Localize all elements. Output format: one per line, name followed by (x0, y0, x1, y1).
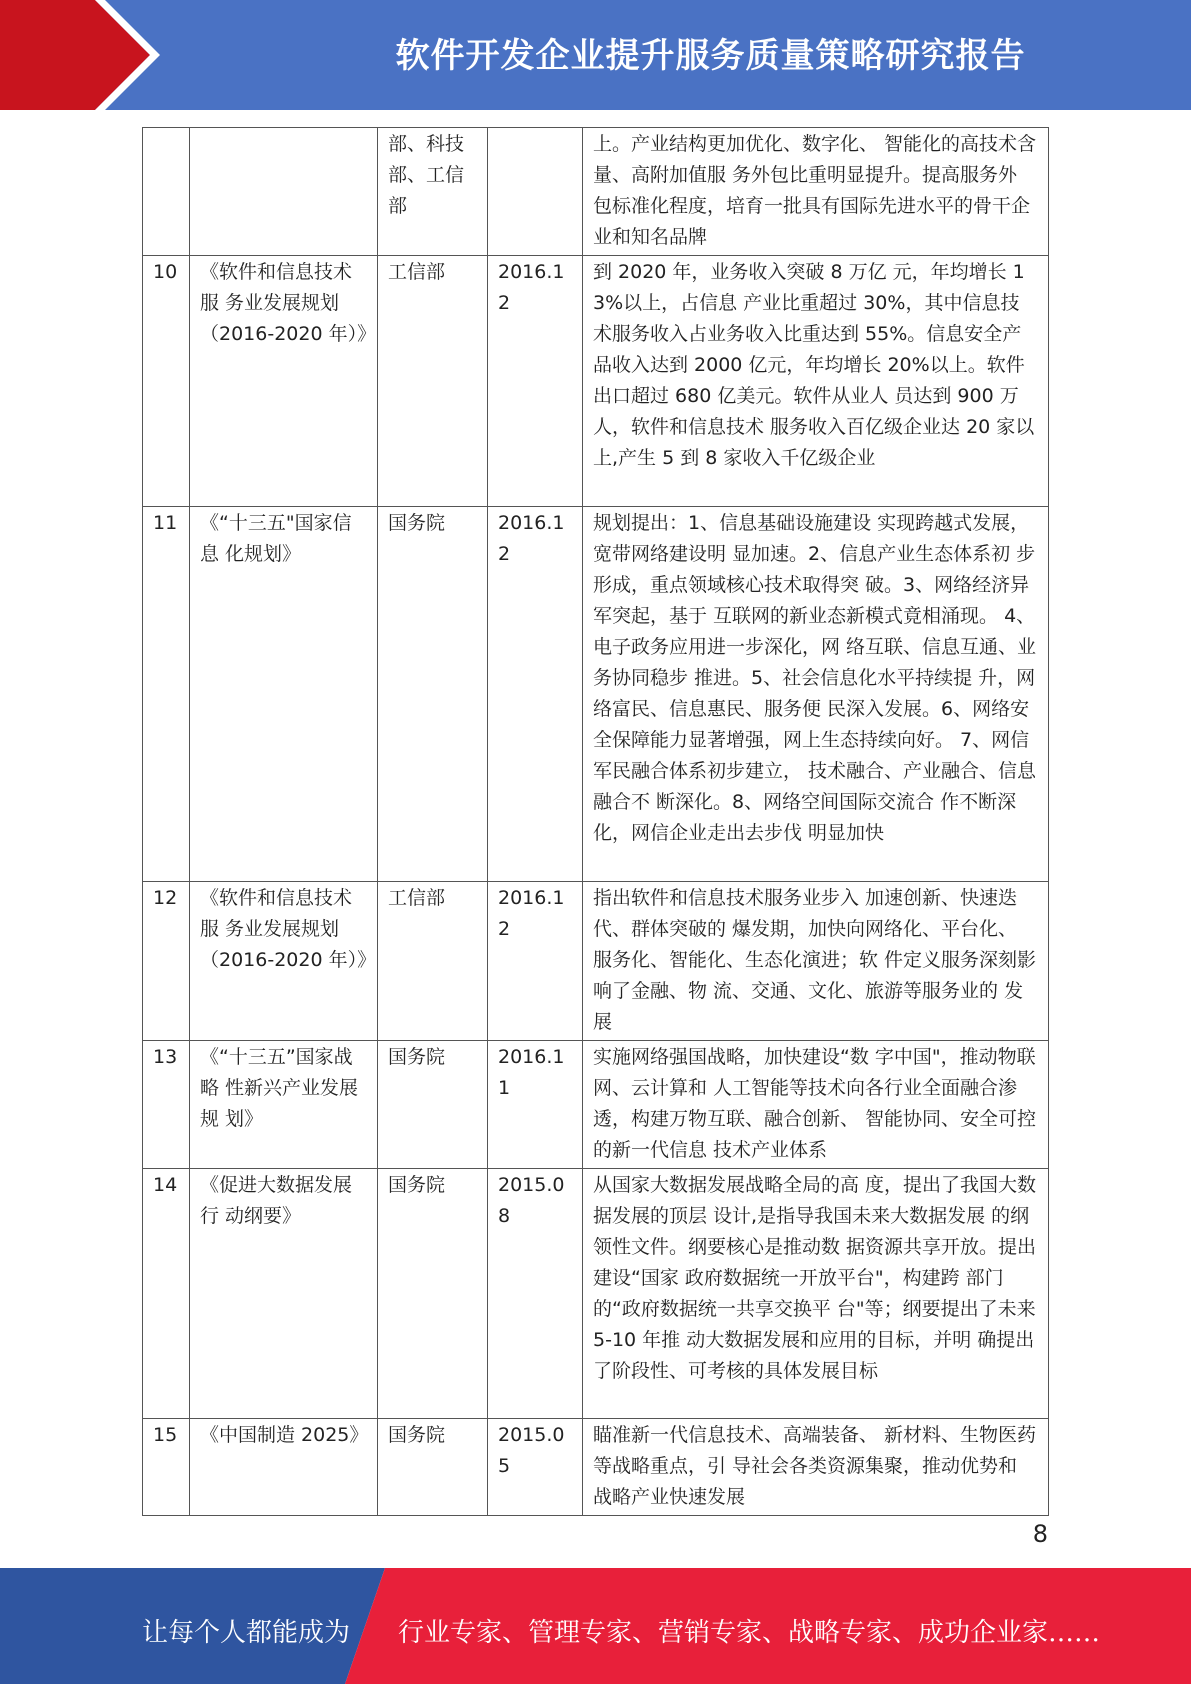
policy-content: 实施网络强国战略，加快建设“数 字中国"，推动物联网、云计算和 人工智能等技术向各行业全面融合渗透，构建万物互联、融合创新、 智能协同、安全可控的新一代信息 技术产业体系 (583, 1041, 1049, 1169)
header-banner (0, 0, 1191, 110)
table-row (143, 1169, 1049, 1419)
issuing-department: 国务院 (378, 507, 488, 882)
page-number: 8 (1032, 1520, 1048, 1548)
table-row (143, 882, 1049, 1041)
row-number: 10 (143, 256, 190, 507)
issue-date (488, 128, 583, 256)
policy-content: 规划提出：1、信息基础设施建设 实现跨越式发展，宽带网络建设明 显加速。2、信息产业生态体系初 步形成，重点领域核心技术取得突 破。3、网络经济异军突起，基于 互联网的新业态新模式竟相涌现。 4、电子政务应用进一步深化，网 络互联、信息互通、业务协同稳步 推进。5、社会信息化水平持续提 升，网络富民、信息惠民、服务便 民深入发展。6、网络安全保障能力显著增强，网上生态持续向好。 7、网信军民融合体系初步建立， 技术融合、产业融合、信息融合不 断深化。8、网络空间国际交流合 作不断深化，网信企业走出去步伐 明显加快 (583, 507, 1049, 882)
issuing-department: 国务院 (378, 1419, 488, 1516)
row-number: 12 (143, 882, 190, 1041)
issue-date: 2016.12 (488, 882, 583, 1041)
policy-content: 上。产业结构更加优化、数字化、 智能化的高技术含量、高附加值服 务外包比重明显提升。提高服务外 包标准化程度，培育一批具有国际先进水平的骨干企业和知名品牌 (583, 128, 1049, 256)
policy-name: 《“十三五"国家信息 化规划》 (190, 507, 378, 882)
policy-name: 《软件和信息技术服 务业发展规划（2016-2020 年）》 (190, 882, 378, 1041)
policy-content: 指出软件和信息技术服务业步入 加速创新、快速迭代、群体突破的 爆发期，加快向网络化、平台化、 服务化、智能化、生态化演进；软 件定义服务深刻影响了金融、物 流、交通、文化、旅游等服务业的 发展 (583, 882, 1049, 1041)
policy-table (142, 127, 1049, 1516)
table-row (143, 1419, 1049, 1516)
issue-date: 2015.08 (488, 1169, 583, 1419)
policy-name: 《软件和信息技术服 务业发展规划（2016-2020 年）》 (190, 256, 378, 507)
table-row (143, 507, 1049, 882)
row-number: 15 (143, 1419, 190, 1516)
row-number: 13 (143, 1041, 190, 1169)
table-row (143, 128, 1049, 256)
document-title: 软件开发企业提升服务质量策略研究报告 (395, 36, 1026, 76)
issue-date: 2015.05 (488, 1419, 583, 1516)
policy-name (190, 128, 378, 256)
issuing-department: 国务院 (378, 1169, 488, 1419)
issue-date: 2016.12 (488, 507, 583, 882)
row-number: 14 (143, 1169, 190, 1419)
issue-date: 2016.11 (488, 1041, 583, 1169)
issuing-department: 工信部 (378, 256, 488, 507)
table-row (143, 256, 1049, 507)
issuing-department: 工信部 (378, 882, 488, 1041)
policy-name: 《中国制造 2025》 (190, 1419, 378, 1516)
policy-content: 到 2020 年，业务收入突破 8 万亿 元，年均增长 13%以上，占信息 产业比重超过 30%，其中信息技 术服务收入占业务收入比重达到 55%。信息安全产品收入达到 2000 亿元，年均增长 20%以上。软件 出口超过 680 亿美元。软件从业人 员达到 900 万人，软件和信息技术 服务收入百亿级企业达 20 家以 上,产生 5 到 8 家收入千亿级企业 (583, 256, 1049, 507)
policy-name: 《促进大数据发展行 动纲要》 (190, 1169, 378, 1419)
policy-content: 从国家大数据发展战略全局的高 度，提出了我国大数据发展的顶层 设计,是指导我国未来大数据发展 的纲领性文件。纲要核心是推动数 据资源共享开放。提出建设“国家 政府数据统一开放平台"，构建跨 部门的“政府数据统一共享交换平 台"等；纲要提出了未来 5-10 年推 动大数据发展和应用的目标，并明 确提出了阶段性、可考核的具体发展目标 (583, 1169, 1049, 1419)
issuing-department: 国务院 (378, 1041, 488, 1169)
policy-name: 《“十三五”国家战略 性新兴产业发展规 划》 (190, 1041, 378, 1169)
issuing-department: 部、科技部、工信部 (378, 128, 488, 256)
table-row (143, 1041, 1049, 1169)
row-number: 11 (143, 507, 190, 882)
policy-content: 瞄准新一代信息技术、高端装备、 新材料、生物医药等战略重点，引 导社会各类资源集聚，推动优势和 战略产业快速发展 (583, 1419, 1049, 1516)
issue-date: 2016.12 (488, 256, 583, 507)
footer-slogan-right: 行业专家、管理专家、营销专家、战略专家、成功企业家…… (398, 1618, 1101, 1648)
footer-banner (0, 1568, 1191, 1684)
footer-slogan-left: 让每个人都能成为 (142, 1618, 351, 1648)
row-number (143, 128, 190, 256)
